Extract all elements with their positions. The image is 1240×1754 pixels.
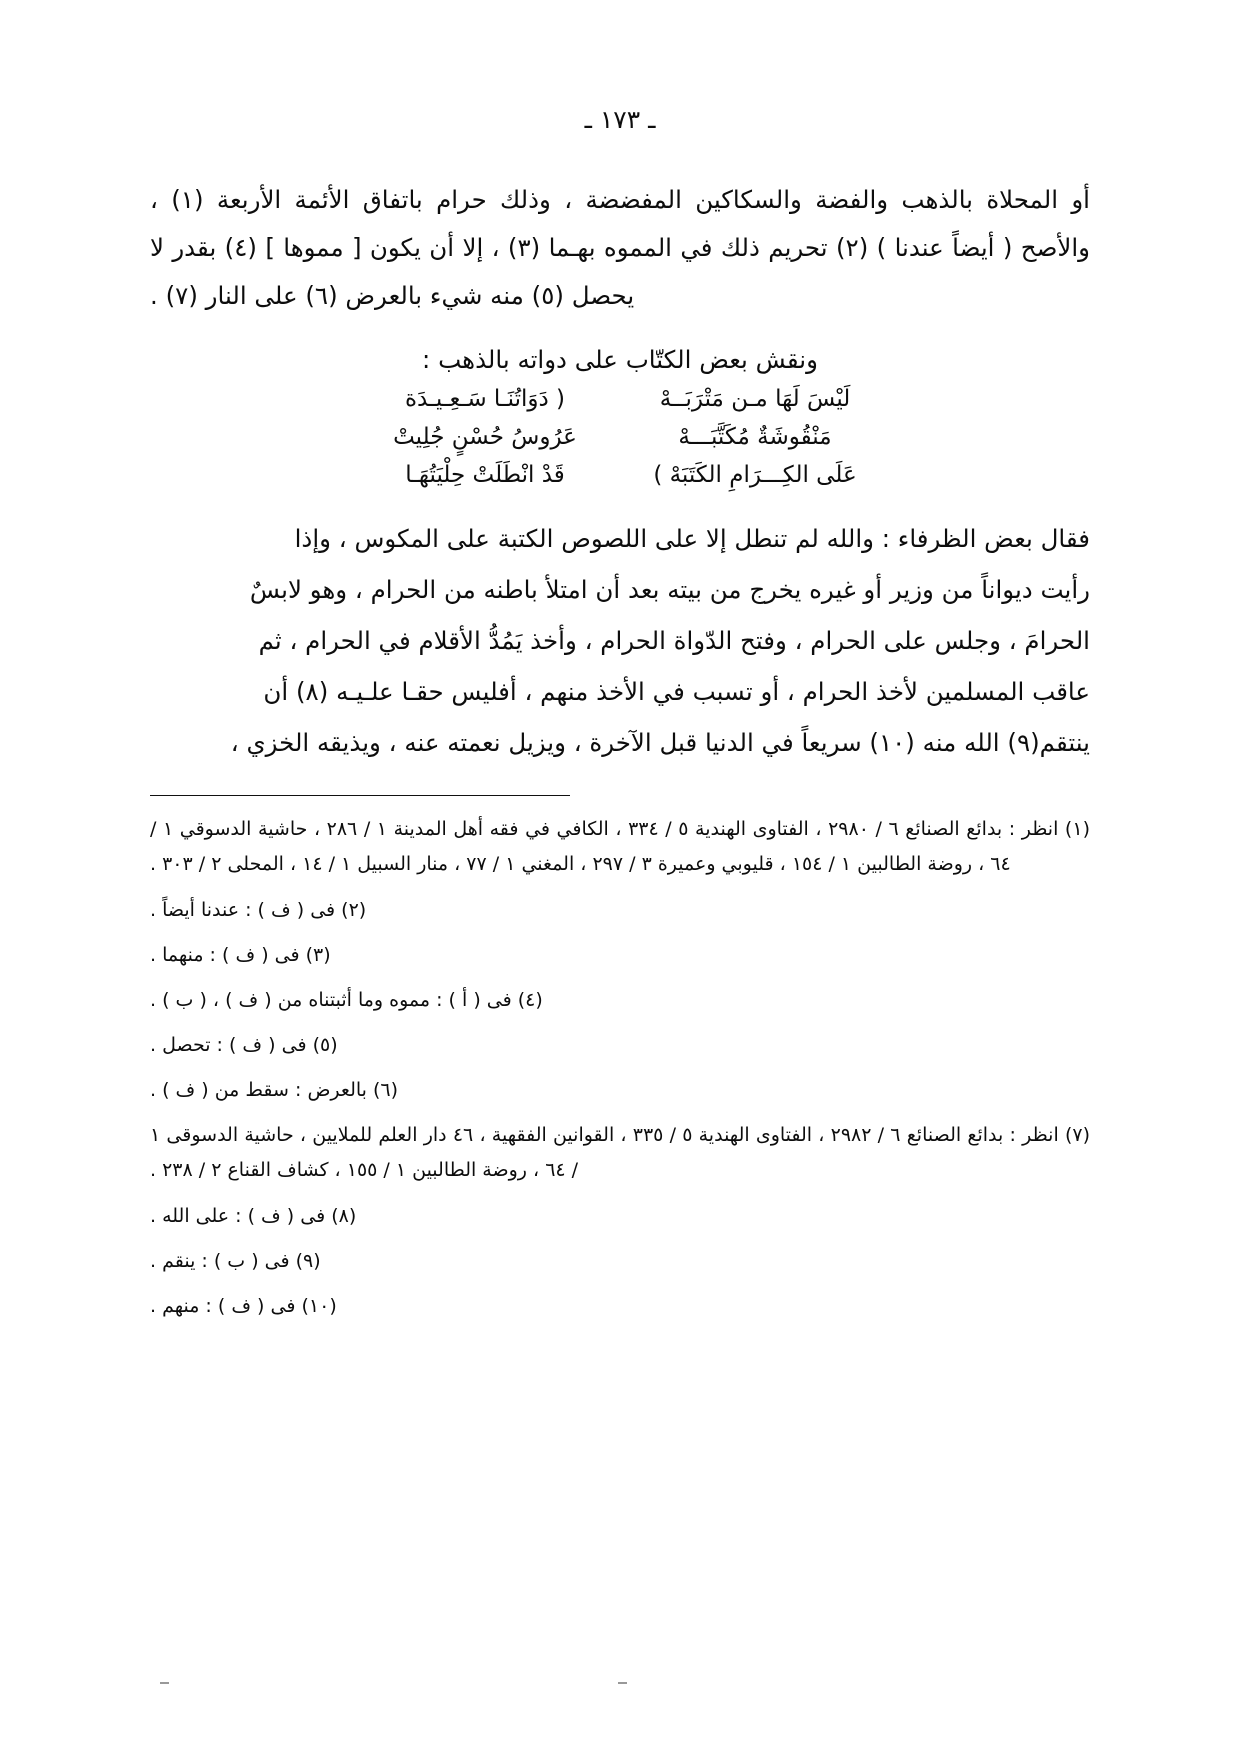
poem-block (150, 386, 1090, 488)
footnote-item: (٥) فى ( ف ) : تحصل . (150, 1034, 338, 1056)
footnote-item: (٤) فى ( أ ) : مموه وما أثبتناه من ( ف ) ، ( ب ) . (150, 988, 543, 1011)
poem-hemistich-second: عَلَى الكِـــرَامِ الكَتَبَهْ ) (653, 462, 857, 489)
poem-verse (150, 462, 1090, 488)
footnote-item: (٩) فى ( ب ) : ينقم . (150, 1249, 321, 1272)
prose-line: عاقب المسلمين لأخذ الحرام ، أو تسبب في الأخذ منهم ، أفليس حقـا علـيـه (٨) أن (263, 677, 1090, 707)
poem-hemistich-second: مَنْقُوشَةٌ مُكَتَّبَـــهْ (678, 424, 832, 451)
footnote-item: (١) انظر : بدائع الصنائع ٦ / ٢٩٨٠ ، الفتاوى الهندية ٥ / ٣٣٤ ، الكافي في فقه أهل المدينة ١ / ٢٨٦ ، حاشية الدسوقي ١ / ٦٤ ، روضة الطالبين ١ / ١٥٤ ، قليوبي وعميرة ٣ / ٢٩٧ ، المغني ١ / ٧٧ ، منار السبيل ١ / ١٤ ، المحلى ٢ / ٣٠٣ . (150, 818, 1090, 876)
page-number: ـ ١٧٣ ـ (584, 105, 656, 134)
prose-block (150, 514, 1090, 767)
poem-hemistich-first: ( دَوَاتُنَـا سَـعِـيـدَة (404, 386, 566, 413)
footnote-item: (٧) انظر : بدائع الصنائع ٦ / ٢٩٨٢ ، الفتاوى الهندية ٥ / ٣٣٥ ، القوانين الفقهية ، ٤٦ دار العلم للملايين ، حاشية الدسوقى ١ / ٦٤ ، روضة الطالبين ١ / ١٥٥ ، كشاف القناع ٢ / ٢٣٨ . (150, 1124, 1090, 1182)
prose-line: ينتقم(٩) الله منه (١٠) سريعاً في الدنيا قبل الآخرة ، ويزيل نعمته عنه ، ويذيقه الخزي ، (230, 728, 1090, 758)
prose-line: رأيت ديواناً من وزير أو غيره يخرج من بيته بعد أن امتلأ باطنه من الحرام ، وهو لابسٌ (249, 575, 1090, 605)
poem-hemistich-first: قَدْ انْطَلَتْ حِلْيَتُهَـا (405, 462, 565, 489)
poem-hemistich-second: لَيْسَ لَهَا مـن مَتْرَبَــهْ (659, 386, 851, 413)
footnote-item: (٦) بالعرض : سقط من ( ف ) . (150, 1079, 399, 1102)
poem-intro-line: ونقش بعض الكتّاب على دواته بالذهب : (422, 345, 818, 375)
footnote-item: (٣) فى ( ف ) : منهما . (150, 943, 331, 966)
footnote-item: (٨) فى ( ف ) : على الله . (150, 1204, 357, 1227)
main-text-block (150, 176, 1090, 319)
footnote-item: (١٠) فى ( ف ) : منهم . (150, 1294, 337, 1317)
poem-verse (150, 386, 1090, 412)
poem-verse (150, 424, 1090, 450)
prose-line: الحرامَ ، وجلس على الحرام ، وفتح الدّواة الحرام ، وأخذ يَمُدُّ الأقلام في الحرام ، ثم (258, 626, 1090, 656)
prose-line: فقال بعض الظرفاء : والله لم تنطل إلا على اللصوص الكتبة على المكوس ، وإذا (294, 524, 1090, 554)
footnotes-block (150, 812, 1090, 1324)
footnote-item: (٢) فى ( ف ) : عندنا أيضاً . (150, 898, 367, 921)
paragraph: أو المحلاة بالذهب والفضة والسكاكين المفضضة ، وذلك حرام باتفاق الأئمة الأربعة (١) ، والأصح ( أيضاً عندنا ) (٢) تحريم ذلك في المموه بهـما (٣) ، إلا أن يكون [ مموها ] (٤) بقدر لا يحصل (٥) منه شيء بالعرض (٦) على النار (٧) . (150, 185, 1090, 310)
page-bottom-marks (0, 1682, 1240, 1692)
poem-hemistich-first: عَرُوسُ حُسْنٍ جُلِيتْ (393, 424, 577, 451)
footnote-separator (150, 769, 1090, 812)
